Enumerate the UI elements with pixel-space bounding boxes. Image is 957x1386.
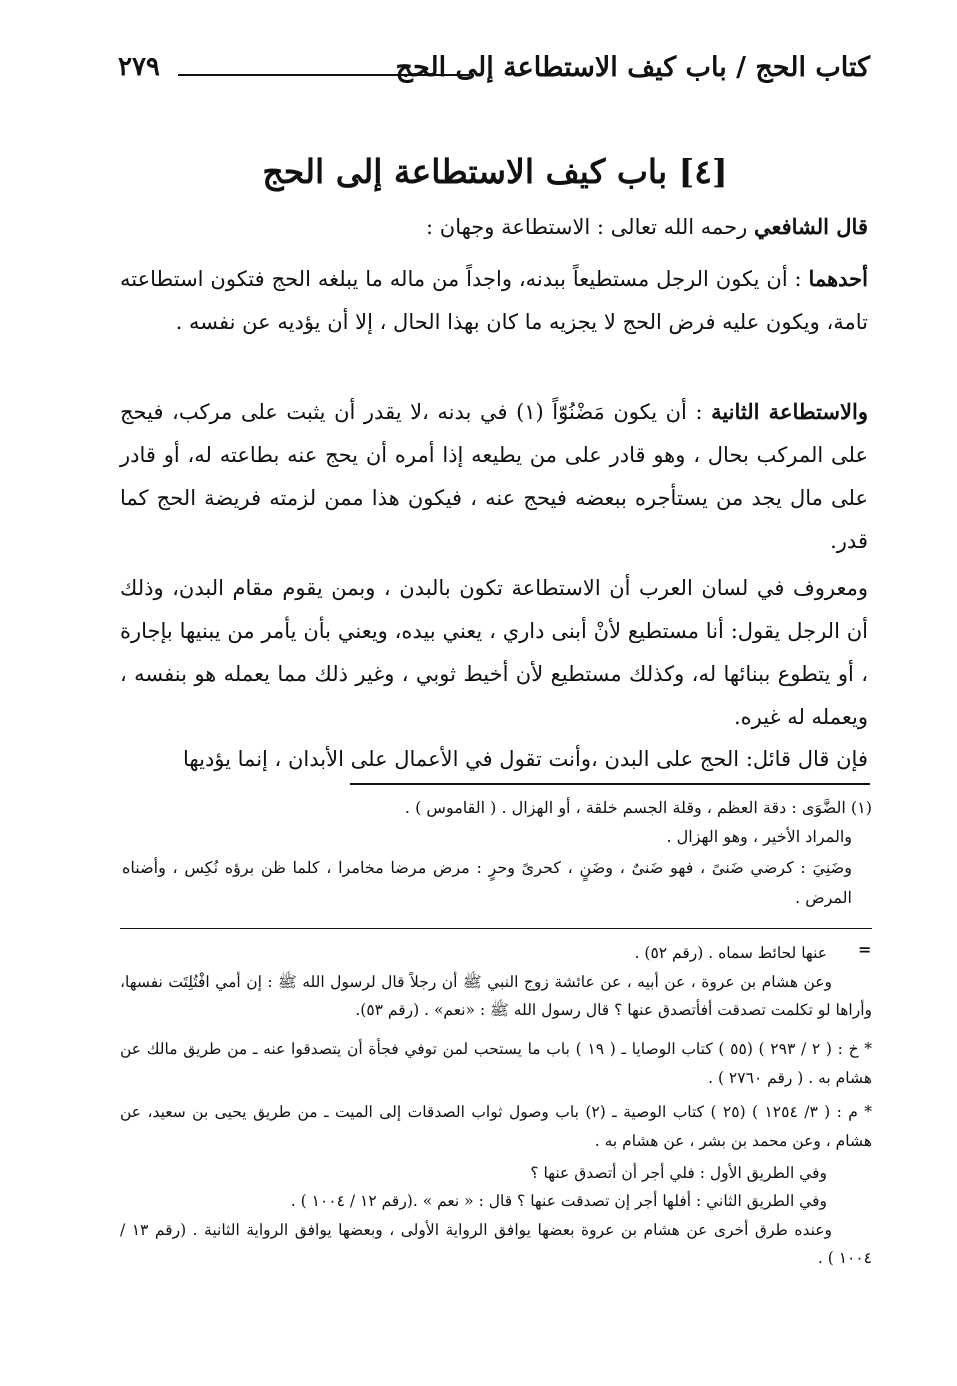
paragraph-lead: والاستطاعة الثانية — [711, 399, 868, 424]
paragraph-objection: فإن قال قائل: الحج على البدن ،وأنت تقول في الأعمال على الأبدان ، إنما يؤديها — [183, 747, 868, 771]
paragraph-text: : أن يكون الرجل مستطيعاً ببدنه، واجداً من ماله ما يبلغه الحج فتكون استطاعته تامة، ويكون عليه فرض الحج لا يجزيه ما كان بهذا الحال ، إلا أن يؤديه عن نفسه . — [120, 267, 868, 334]
running-header-title: كتاب الحج / باب كيف الاستطاعة إلى الحج — [395, 52, 870, 83]
paragraph-text: : أن يكون مَضْنُوّاً (١) في بدنه ،لا يقدر أن يثبت على مركب، فيحج على المركب بحال ، وهو قادر على من يطيعه إذا أمره أن يحج عنه بطاعته له، أو قادر على مال يجد من يستأجره ببعضه فيحج عنه ، فيكون هذا ممن لزمته فريضة الحج كما قدر. — [120, 400, 868, 553]
paragraph-lead: قال الشافعي — [753, 214, 868, 239]
paragraph-second-type — [120, 390, 868, 563]
footnote-separator — [120, 928, 872, 929]
footnote-line: وضَنِيَ : كرضي ضَنىً ، فهو ضَنىٌ ، وضَنٍ ، كحرىً وحرٍ : مرض مرضا مخامرا ، كلما ظن برؤه نُكِس ، وأضناه المرض . — [122, 858, 852, 907]
paragraph-arab-usage: ومعروف في لسان العرب أن الاستطاعة تكون بالبدن ، وبمن يقوم مقام البدن، وذلك أن الرجل يقول: أنا مستطيع لأنْ أبنى داري ، يعني بيده، ويعني بأن يأمر من يبنيها بإجارة ، أو يتطوع ببنائها له، وكذلك مستطيع لأن أخيط ثوبي ، وغير ذلك مما يعمله هو بنفسه ، ويعمله له غيره. — [120, 576, 868, 729]
paragraph-lead: أحدهما — [808, 266, 868, 291]
running-header — [118, 52, 870, 92]
footnote-line: (١) الضَّوَى : دقة العظم ، وقلة الجسم خلقة ، أو الهزال . ( القاموس ) . — [404, 798, 872, 817]
chapter-title: [٤] باب كيف الاستطاعة إلى الحج — [262, 152, 728, 191]
page-number: ٢٧٩ — [118, 52, 160, 82]
continuation-mark: = — [858, 940, 872, 959]
footnote-line: وعن هشام بن عروة ، عن أبيه ، عن عائشة زوج النبي ﷺ أن رجلاً قال لرسول الله ﷺ : إن أمي افْتُلِتَت نفسها، وأراها لو تكلمت تصدقت أفأتصدق عنها ؟ قال رسول الله ﷺ : «نعم» . (رقم ٥٣). — [120, 973, 872, 1019]
paragraph-intro — [120, 210, 868, 244]
footnote-line: وفي الطريق الثاني : أفلها أجر إن تصدقت عنها ؟ قال : « نعم » .(رقم ١٢ / ١٠٠٤ ) . — [290, 1192, 827, 1210]
footnote-line: * م : ( ٣/ ١٢٥٤ ) (٢٥ ) كتاب الوصية ـ (٢) باب وصول ثواب الصدقات إلى الميت ـ من طريق يحيى بن سعيد، عن هشام ، وعن محمد بن بشر ، عن هشام به . — [120, 1103, 872, 1150]
footnote-line: وفي الطريق الأول : فلي أجر أن أتصدق عنها ؟ — [530, 1164, 827, 1182]
paragraph-text: رحمه الله تعالى : الاستطاعة وجهان : — [426, 215, 754, 239]
footnote-line: عنها لحائط سماه . (رقم ٥٢) . — [634, 944, 827, 962]
header-rule — [178, 74, 470, 76]
paragraph-first-type — [120, 257, 868, 344]
footnote-line: والمراد الأخير ، وهو الهزال . — [666, 827, 852, 846]
footnote-line: وعنده طرق أخرى عن هشام بن عروة بعضها يوافق الرواية الأولى ، وبعضها يوافق الرواية الثانية . (رقم ١٣ / ١٠٠٤ ) . — [120, 1221, 872, 1267]
footnote-line: * خ : ( ٢ / ٢٩٣ ) (٥٥ ) كتاب الوصايا ـ ( ١٩ ) باب ما يستحب لمن توفي فجأة أن يتصدقوا عنه ـ من طريق مالك عن هشام به . ( رقم ٢٧٦٠ ) . — [120, 1040, 873, 1087]
footnote-separator — [350, 783, 870, 785]
